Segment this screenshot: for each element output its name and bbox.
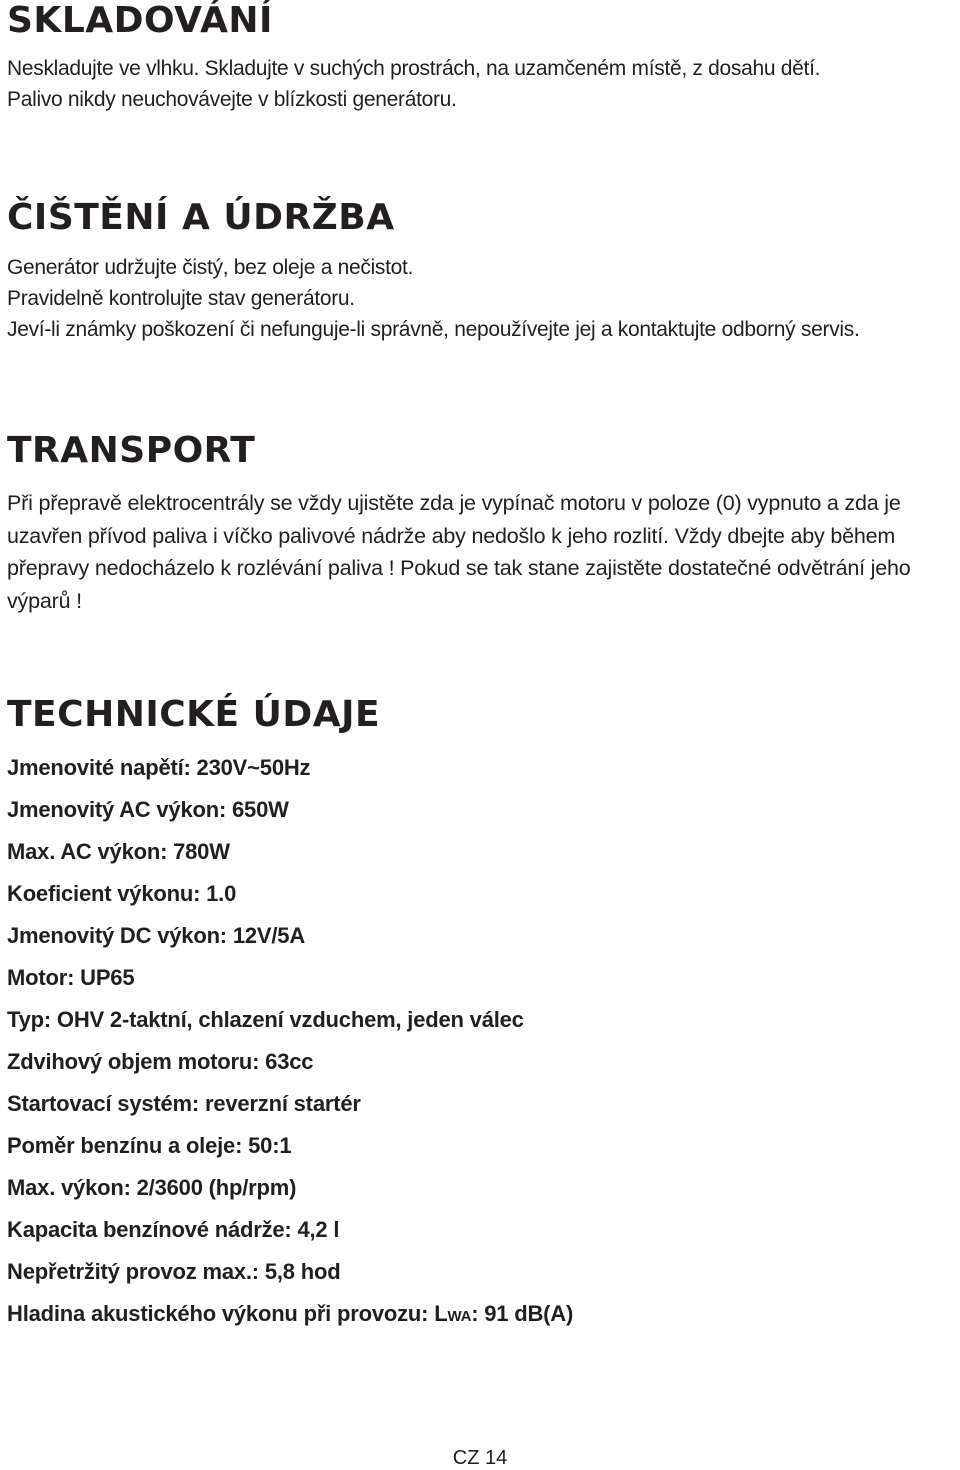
spec-item: Startovací systém: reverzní startér [7, 1091, 361, 1116]
storage-heading: SKLADOVÁNÍ [7, 0, 273, 41]
noise-symbol: L [434, 1301, 448, 1326]
cleaning-line: Pravidelně kontrolujte stav generátoru. [7, 287, 355, 310]
noise-value: : 91 dB(A) [471, 1301, 574, 1326]
noise-label: Hladina akustického výkonu při provozu: [7, 1301, 435, 1326]
spec-item: Zdvihový objem motoru: 63cc [7, 1049, 314, 1074]
spec-item: Max. AC výkon: 780W [7, 839, 230, 864]
specs-section [0, 695, 960, 1341]
specs-heading: TECHNICKÉ ÚDAJE [7, 694, 381, 735]
spec-list [0, 753, 960, 1341]
transport-section [0, 431, 960, 617]
transport-paragraph: Při přepravě elektrocentrály se vždy ujistěte zda je vypínač motoru v poloze (0) vypnuto a zda je uzavřen přívod paliva i víčko palivové nádrže aby nedošlo k jeho rozlití. Vždy dbejte aby během přepravy nedocházelo k rozlévání paliva ! Pokud se tak stane zajistěte dostatečné odvětrání jeho výparů ! [7, 491, 911, 613]
storage-line: Neskladujte ve vlhku. Skladujte v suchých prostrách, na uzamčeném místě, z dosahu dětí. [7, 57, 821, 80]
noise-symbol-sub: WA [447, 1308, 472, 1325]
transport-heading: TRANSPORT [7, 430, 256, 471]
storage-line: Palivo nikdy neuchovávejte v blízkosti generátoru. [7, 88, 457, 111]
cleaning-heading: ČIŠTĚNÍ A ÚDRŽBA [7, 197, 395, 238]
cleaning-section [0, 198, 960, 345]
spec-item: Poměr benzínu a oleje: 50:1 [7, 1133, 292, 1158]
spec-item: Kapacita benzínové nádrže: 4,2 l [7, 1217, 340, 1242]
spec-item: Jmenovitý AC výkon: 650W [7, 797, 289, 822]
spec-item: Jmenovité napětí: 230V~50Hz [7, 755, 311, 780]
spec-item: Jmenovitý DC výkon: 12V/5A [7, 923, 306, 948]
spec-item: Nepřetržitý provoz max.: 5,8 hod [7, 1259, 341, 1284]
spec-item-noise [7, 1299, 960, 1341]
cleaning-line: Jeví-li známky poškození či nefunguje-li správně, nepoužívejte jej a kontaktujte odborný servis. [7, 318, 860, 341]
page-number: CZ 14 [452, 1447, 508, 1469]
storage-section [0, 1, 960, 115]
cleaning-line: Generátor udržujte čistý, bez oleje a nečistot. [7, 256, 414, 279]
spec-item: Koeficient výkonu: 1.0 [7, 881, 237, 906]
spec-item: Typ: OHV 2-taktní, chlazení vzduchem, jeden válec [7, 1007, 524, 1032]
spec-item: Max. výkon: 2/3600 (hp/rpm) [7, 1175, 297, 1200]
spec-item: Motor: UP65 [7, 965, 135, 990]
